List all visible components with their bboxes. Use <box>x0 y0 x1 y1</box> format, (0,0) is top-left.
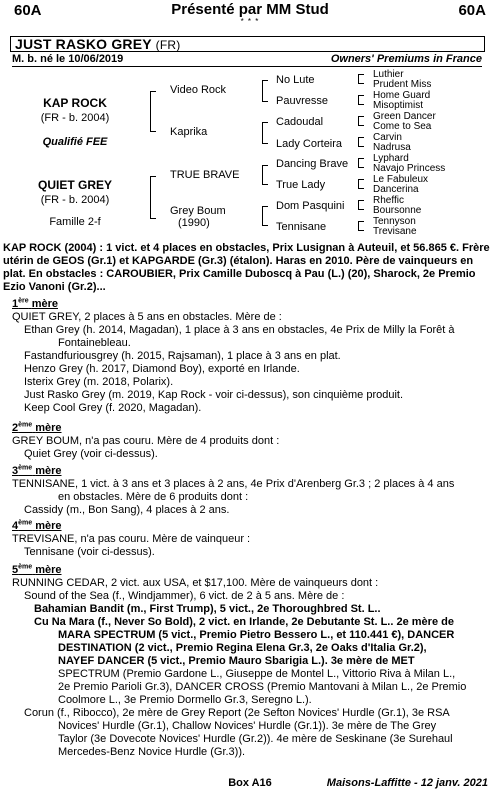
heading-2-word: mère <box>35 422 62 434</box>
bracket-g3-7 <box>358 200 364 210</box>
heading-2-sup: ème <box>18 421 33 429</box>
horse-country: (FR) <box>155 38 181 52</box>
dam2-block <box>12 435 490 461</box>
heading-5-word: mère <box>35 564 62 576</box>
dam5-line: Corun (f., Ribocco), 2e mère de Grey Report (2e Sefton Novices' Hurdle (Gr.1), 3e RSA <box>24 707 450 719</box>
bracket-g2-1 <box>262 80 268 102</box>
heading-4th-dam <box>12 520 62 532</box>
sire-name: KAP ROCK <box>43 96 107 110</box>
dam4-line: TREVISANE, n'a pas couru. Mère de vainqueur : <box>12 533 251 545</box>
lot-number-left: 60A <box>14 2 42 19</box>
g2-dam-sire: TRUE BRAVE <box>170 169 240 181</box>
bracket-g3-2 <box>358 95 364 105</box>
dam1-line: Isterix Grey (m. 2018, Polarix). <box>24 376 174 388</box>
horse-birth: M. b. né le 10/06/2019 <box>12 53 124 65</box>
g4-13: Rheffic <box>373 195 404 206</box>
heading-5-num: 5 <box>12 564 19 576</box>
dam5-line: Bahamian Bandit (m., First Trump), 5 vict., 2e Thoroughbred St. L.. <box>34 603 381 615</box>
dam5-line: Taylor (3e Dovecote Novices' Hurdle (Gr.2)). 4e mère de Seskinane (3e Surehaul <box>58 733 453 745</box>
g3-8: Tennisane <box>276 221 327 233</box>
g2-dam-dam: Grey Boum <box>170 205 226 217</box>
dam5-line: 2e Premio Parioli Gr.3), DANCER CROSS (Premio Mantovani à Milan L., 2e Premio <box>58 681 467 693</box>
dam4-line: Tennisane (voir ci-dessus). <box>24 546 155 558</box>
heading-1-sup: ère <box>18 297 29 305</box>
horse-name-line <box>15 36 180 52</box>
bracket-g2-4 <box>262 206 268 226</box>
g4-5: Green Dancer <box>373 111 436 122</box>
g3-6: True Lady <box>276 179 326 191</box>
g3-4: Lady Corteira <box>276 138 343 150</box>
dam5-line: Coolmore L., 3e Premio Dormello Gr.3, Seregno L.). <box>58 694 312 706</box>
dam1-line: Fastandfuriousgrey (h. 2015, Rajsaman), 1 place à 3 ans en plat. <box>24 350 341 362</box>
heading-2-num: 2 <box>12 422 19 434</box>
g4-4: Misoptimist <box>373 100 424 111</box>
dam5-line: NAYEF DANCER (5 vict., Premio Mauro Sbarigia L.). 3e mère de MET <box>58 655 415 667</box>
heading-3-sup: ème <box>18 464 33 472</box>
header-stars: * * * <box>240 17 260 26</box>
sale-place-date: Maisons-Laffitte - 12 janv. 2021 <box>326 777 488 789</box>
dam3-line: Cassidy (m., Bon Sang), 4 places à 2 ans. <box>24 504 230 516</box>
bracket-g2-3 <box>262 165 268 185</box>
dam-family: Famille 2-f <box>49 216 101 228</box>
heading-4-word: mère <box>35 520 62 532</box>
bracket-g3-6 <box>358 179 364 189</box>
heading-1-word: mère <box>31 298 58 310</box>
bracket-dam <box>150 176 156 219</box>
dam1-line: Just Rasko Grey (m. 2019, Kap Rock - voir ci-dessus), son cinquième produit. <box>24 389 404 401</box>
heading-1st-dam <box>12 298 58 310</box>
g4-6: Come to Sea <box>373 121 432 132</box>
sire-info: (FR - b. 2004) <box>40 112 110 124</box>
pedigree-table <box>0 68 500 240</box>
dam5-line: SPECTRUM (Premio Gardone L., Giuseppe de Montel L., Vittorio Riva à Milan L., <box>58 668 456 680</box>
sire-description: KAP ROCK (2004) : 1 vict. et 4 places en obstacles, Prix Lusignan à Auteuil, et 56.865 €. Frère utérin de GEOS (Gr.1) et KAPGARDE (Gr.3) (étalon). Haras en 2010. Père de vainqueurs en plat. En obstacles : CAROUBIER, Prix Camille Duboscq à Pau (L.) (20), Sharock, 2e Premio Ezio Vanoni (Gr.2)... <box>3 242 490 293</box>
g3-5: Dancing Brave <box>276 158 349 170</box>
heading-3-num: 3 <box>12 465 19 477</box>
g3-1: No Lute <box>276 74 315 86</box>
heading-4-num: 4 <box>12 520 19 532</box>
bracket-sire <box>150 91 156 132</box>
bracket-g3-5 <box>358 158 364 168</box>
g4-12: Dancerina <box>373 184 419 195</box>
g4-14: Boursonne <box>373 205 422 216</box>
heading-4-sup: ème <box>18 519 33 527</box>
horse-subline <box>12 53 482 67</box>
bracket-g3-8 <box>358 221 364 231</box>
horse-name: JUST RASKO GREY <box>15 36 152 52</box>
sire-note: Qualifié FEE <box>42 136 108 148</box>
dam1-line: Keep Cool Grey (f. 2020, Magadan). <box>24 402 202 414</box>
g4-15: Tennyson <box>373 216 416 227</box>
dam5-line: Sound of the Sea (f., Windjammer), 6 vict. de 2 à 5 ans. Mère de : <box>24 590 345 602</box>
g4-11: Le Fabuleux <box>373 174 429 185</box>
dam-name: QUIET GREY <box>37 178 112 192</box>
g2-sire-sire: Video Rock <box>170 84 227 96</box>
lot-number-right: 60A <box>458 2 486 19</box>
dam5-block <box>12 577 490 759</box>
dam2-line: Quiet Grey (voir ci-dessus). <box>24 448 158 460</box>
dam5-line: DESTINATION (2 vict., Premio Regina Elena Gr.3, 2e Oaks d'Italia Gr.2), <box>58 642 427 654</box>
dam3-block <box>12 478 490 517</box>
g4-3: Home Guard <box>373 90 431 101</box>
owners-premiums: Owners' Premiums in France <box>330 53 482 65</box>
bracket-g3-4 <box>358 137 364 147</box>
box-number: Box A16 <box>228 777 272 789</box>
g4-16: Trevisane <box>373 226 417 237</box>
dam5-line: Mercedes-Benz Novice Hurdle (Gr.3)). <box>58 746 246 758</box>
g3-3: Cadoudal <box>276 116 324 128</box>
g4-1: Luthier <box>373 69 404 80</box>
dam4-block <box>12 533 490 559</box>
presenter: Présenté par MM Stud <box>171 1 329 18</box>
dam1-line: Fontainebleau. <box>58 337 131 349</box>
heading-3rd-dam <box>12 465 62 477</box>
heading-5-sup: ème <box>18 563 33 571</box>
bracket-g2-2 <box>262 122 268 144</box>
bracket-g3-3 <box>358 116 364 126</box>
heading-1-num: 1 <box>12 298 19 310</box>
dam1-line: QUIET GREY, 2 places à 5 ans en obstacles. Mère de : <box>12 311 282 323</box>
dam1-block <box>12 311 490 415</box>
heading-3-word: mère <box>35 465 62 477</box>
dam1-line: Ethan Grey (h. 2014, Magadan), 1 place à 3 ans en obstacles, 4e Prix de Milly la Forêt à <box>24 324 455 336</box>
g3-2: Pauvresse <box>276 95 328 107</box>
g4-9: Lyphard <box>373 153 409 164</box>
dam-info: (FR - b. 2004) <box>40 194 110 206</box>
dam5-line: Novices' Hurdle (Gr.1), Challow Novices' Hurdle (Gr.1)). 3e mère de The Grey <box>58 720 437 732</box>
horse-title-box <box>10 36 485 52</box>
dam1-line: Henzo Grey (h. 2017, Diamond Boy), exporté en Irlande. <box>24 363 300 375</box>
g4-2: Prudent Miss <box>373 79 432 90</box>
g3-7: Dom Pasquini <box>276 200 345 212</box>
dam5-line: RUNNING CEDAR, 2 vict. aux USA, et $17,100. Mère de vainqueurs dont : <box>12 577 379 589</box>
dam3-line: en obstacles. Mère de 6 produits dont : <box>58 491 249 503</box>
dam5-line: MARA SPECTRUM (5 vict., Premio Pietro Bessero L., et 110.441 €), DANCER <box>58 629 455 641</box>
dam2-line: GREY BOUM, n'a pas couru. Mère de 4 produits dont : <box>12 435 280 447</box>
bracket-g3-1 <box>358 74 364 84</box>
g4-8: Nadrusa <box>373 142 411 153</box>
g4-10: Navajo Princess <box>373 163 446 174</box>
g2-dam-dam-year: (1990) <box>178 217 210 229</box>
dam5-line: Cu Na Mara (f., Never So Bold), 2 vict. en Irlande, 2e Debutante St. L.. 2e mère de <box>34 616 454 628</box>
g2-sire-dam: Kaprika <box>170 126 208 138</box>
heading-2nd-dam <box>12 422 62 434</box>
g4-7: Carvin <box>373 132 402 143</box>
dam3-line: TENNISANE, 1 vict. à 3 ans et 3 places à 2 ans, 4e Prix d'Arenberg Gr.3 ; 2 places à 4 ans <box>12 478 455 490</box>
heading-5th-dam <box>12 564 62 576</box>
